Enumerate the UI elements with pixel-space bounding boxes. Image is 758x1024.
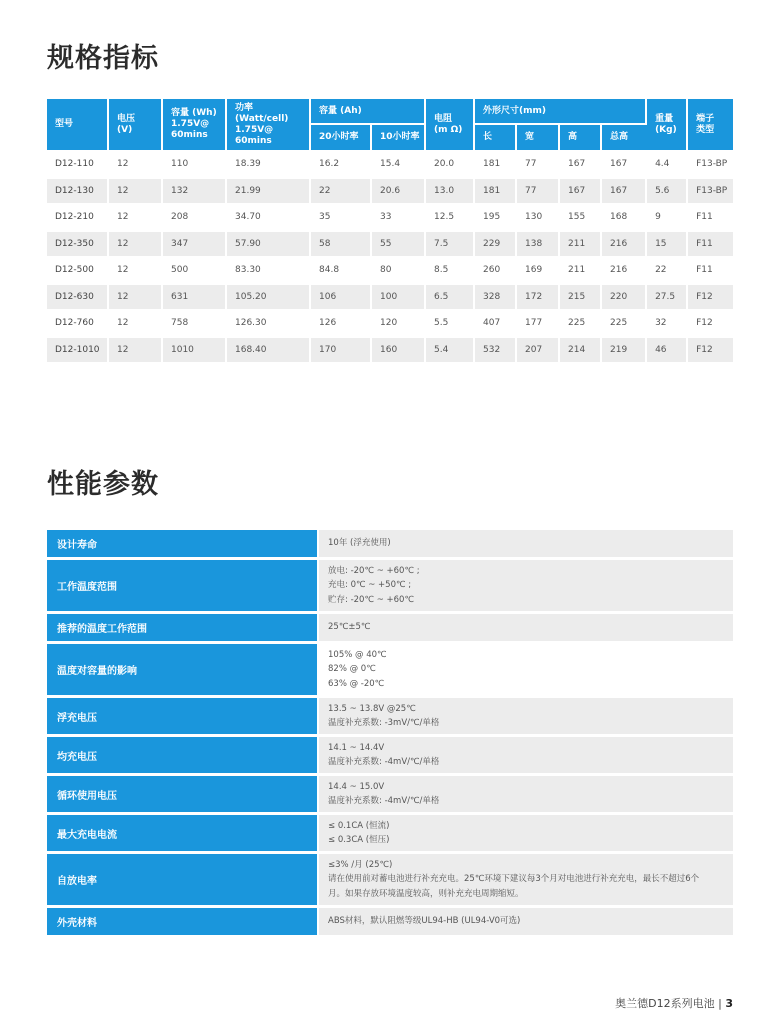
param-value-line: ≤3% /月 (25℃) [328,859,393,870]
table-cell: 167 [560,179,602,206]
table-row [47,179,733,206]
header-length: 长 [475,125,517,152]
param-value [319,560,733,611]
table-cell: 35 [311,205,372,232]
table-cell: F12 [688,311,733,338]
table-cell: 12 [109,285,163,312]
table-row [47,285,733,312]
header-cap-20h: 20小时率 [311,125,372,152]
table-cell: 126.30 [227,311,311,338]
table-cell: 195 [475,205,517,232]
param-value [319,815,733,851]
param-row [47,644,733,695]
param-value [319,698,733,734]
section-title-performance: 性能参数 [47,469,159,500]
table-cell: 46 [647,338,688,365]
performance-params-table [47,530,733,938]
table-cell: 12 [109,258,163,285]
table-cell: 169 [517,258,560,285]
table-cell: 83.30 [227,258,311,285]
header-voltage-text: 电压 (V) [117,113,136,135]
table-cell: 7.5 [426,232,475,259]
param-value-line: ≤ 0.1CA (恒流) [328,820,390,831]
header-capacity-wh [163,99,227,152]
table-cell: F12 [688,285,733,312]
table-cell: 100 [372,285,426,312]
table-cell: 167 [602,179,647,206]
table-row [47,232,733,259]
table-cell: 170 [311,338,372,365]
table-cell: 6.5 [426,285,475,312]
table-cell: 12 [109,205,163,232]
param-label: 温度对容量的影响 [47,644,317,695]
table-cell: 18.39 [227,152,311,179]
param-row [47,776,733,812]
table-cell: 132 [163,179,227,206]
table-cell: 22 [311,179,372,206]
table-cell: D12-210 [47,205,109,232]
table-cell: 57.90 [227,232,311,259]
param-label: 推荐的温度工作范围 [47,614,317,641]
table-cell: 160 [372,338,426,365]
table-cell: F13-BP [688,152,733,179]
table-cell: 84.8 [311,258,372,285]
header-resistance [426,99,475,152]
table-cell: 181 [475,152,517,179]
header-resistance-text: 电阻 (m Ω) [434,113,463,135]
table-cell: 500 [163,258,227,285]
table-cell: 32 [647,311,688,338]
table-cell: 532 [475,338,517,365]
param-value-line: ≤ 0.3CA (恒压) [328,835,390,845]
param-value [319,854,733,905]
table-cell: 12 [109,311,163,338]
param-row [47,908,733,935]
table-cell: 407 [475,311,517,338]
param-label: 浮充电压 [47,698,317,734]
param-value-line: 13.5 ~ 13.8V @25℃ [328,703,416,714]
param-row [47,614,733,641]
param-value-line: 10年 (浮充使用) [328,538,391,549]
param-label: 均充电压 [47,737,317,773]
param-row [47,560,733,611]
page-footer [615,995,733,1011]
table-cell: 167 [602,152,647,179]
table-cell: 15 [647,232,688,259]
header-width: 宽 [517,125,560,152]
param-value [319,908,733,935]
table-cell: 328 [475,285,517,312]
table-cell: F13-BP [688,179,733,206]
table-row [47,258,733,285]
page-number: 3 [725,997,733,1010]
table-cell: D12-630 [47,285,109,312]
table-cell: 168.40 [227,338,311,365]
table-cell: 33 [372,205,426,232]
table-cell: 225 [602,311,647,338]
table-cell: 177 [517,311,560,338]
header-total-height: 总高 [602,125,647,152]
table-cell: 22 [647,258,688,285]
table-cell: 55 [372,232,426,259]
param-value [319,737,733,773]
param-value-line: 充电: 0℃ ~ +50℃ ; [328,580,412,591]
table-cell: D12-760 [47,311,109,338]
table-cell: 34.70 [227,205,311,232]
param-row [47,737,733,773]
table-cell: 120 [372,311,426,338]
table-cell: 758 [163,311,227,338]
param-value [319,644,733,695]
table-cell: 20.6 [372,179,426,206]
table-cell: 126 [311,311,372,338]
param-row [47,530,733,557]
header-terminal [688,99,733,152]
table-cell: 12 [109,338,163,365]
table-cell: 5.5 [426,311,475,338]
param-value-line: 82% @ 0℃ [328,664,376,675]
table-cell: 9 [647,205,688,232]
table-cell: 12 [109,232,163,259]
table-cell: 155 [560,205,602,232]
table-cell: 12 [109,152,163,179]
table-row [47,205,733,232]
table-cell: 214 [560,338,602,365]
table-cell: 106 [311,285,372,312]
header-voltage [109,99,163,152]
table-row [47,311,733,338]
table-cell: 15.4 [372,152,426,179]
table-cell: 215 [560,285,602,312]
table-cell: 207 [517,338,560,365]
param-label: 最大充电电流 [47,815,317,851]
table-cell: 5.6 [647,179,688,206]
param-value-line: 请在使用前对蓄电池进行补充充电。25℃环境下建议每3个月对电池进行补充充电，最长不超过6个 [328,874,700,885]
table-cell: 12 [109,179,163,206]
table-cell: 167 [560,152,602,179]
table-cell: 172 [517,285,560,312]
table-cell: 13.0 [426,179,475,206]
table-cell: 27.5 [647,285,688,312]
header-model: 型号 [47,99,109,152]
param-label: 循环使用电压 [47,776,317,812]
table-cell: 219 [602,338,647,365]
param-value [319,776,733,812]
table-cell: 208 [163,205,227,232]
table-cell: 12.5 [426,205,475,232]
table-cell: 8.5 [426,258,475,285]
table-cell: F11 [688,205,733,232]
table-cell: 21.99 [227,179,311,206]
header-power-text: 功率 (Watt/cell) 1.75V@ 60mins [235,102,289,146]
table-cell: 347 [163,232,227,259]
table-cell: 168 [602,205,647,232]
spec-table-body [47,152,733,364]
table-cell: D12-1010 [47,338,109,365]
table-cell: 4.4 [647,152,688,179]
table-cell: 16.2 [311,152,372,179]
table-cell: 181 [475,179,517,206]
header-power [227,99,311,152]
param-label: 设计寿命 [47,530,317,557]
table-cell: 58 [311,232,372,259]
table-cell: 229 [475,232,517,259]
param-value-line: 温度补充系数: -4mV/℃/单格 [328,757,440,767]
table-row [47,338,733,365]
header-capacity-wh-text: 容量 (Wh) 1.75V@ 60mins [171,108,217,140]
table-cell: 138 [517,232,560,259]
table-cell: 211 [560,258,602,285]
table-cell: 20.0 [426,152,475,179]
param-value-line: 14.4 ~ 15.0V [328,781,385,792]
table-cell: 110 [163,152,227,179]
param-value [319,614,733,641]
param-value-line: 放电: -20℃ ~ +60℃ ; [328,565,420,576]
table-cell: 77 [517,179,560,206]
param-value-line: 25℃±5℃ [328,622,371,633]
table-cell: 220 [602,285,647,312]
table-cell: 105.20 [227,285,311,312]
table-cell: 631 [163,285,227,312]
table-cell: F12 [688,338,733,365]
table-cell: D12-500 [47,258,109,285]
param-value-line: 63% @ -20℃ [328,678,385,689]
param-label: 自放电率 [47,854,317,905]
table-cell: 260 [475,258,517,285]
param-value-line: 贮存: -20℃ ~ +60℃ [328,594,415,605]
footer-text: 奥兰德D12系列电池 | [615,997,726,1010]
header-cap-10h: 10小时率 [372,125,426,152]
header-terminal-text: 端子 类型 [696,113,715,135]
param-value-line: 105% @ 40℃ [328,649,387,660]
table-cell: 130 [517,205,560,232]
table-cell: 216 [602,258,647,285]
header-dimensions: 外形尺寸(mm) [475,99,647,125]
param-value-line: ABS材料，默认阻燃等级UL94-HB (UL94-V0可选) [328,916,521,927]
table-cell: 211 [560,232,602,259]
param-label: 工作温度范围 [47,560,317,611]
param-row [47,815,733,851]
param-value-line: 温度补充系数: -4mV/℃/单格 [328,796,440,806]
table-cell: 1010 [163,338,227,365]
param-row [47,854,733,905]
table-cell: F11 [688,232,733,259]
table-cell: D12-130 [47,179,109,206]
table-cell: F11 [688,258,733,285]
section-title-specs: 规格指标 [47,43,159,74]
table-cell: 77 [517,152,560,179]
param-label: 外壳材料 [47,908,317,935]
param-row [47,698,733,734]
param-value-line: 14.1 ~ 14.4V [328,742,385,753]
header-weight [647,99,688,152]
table-cell: 80 [372,258,426,285]
param-value [319,530,733,557]
param-value-line: 温度补充系数: -3mV/℃/单格 [328,718,440,728]
spec-table [47,99,733,364]
table-cell: 5.4 [426,338,475,365]
table-row [47,152,733,179]
table-cell: 216 [602,232,647,259]
table-cell: D12-350 [47,232,109,259]
header-capacity-ah: 容量 (Ah) [311,99,426,125]
table-cell: 225 [560,311,602,338]
table-cell: D12-110 [47,152,109,179]
param-value-line: 月。如果存放环境温度较高，则补充充电周期缩短。 [328,888,524,899]
header-height: 高 [560,125,602,152]
header-weight-text: 重量 (Kg) [655,113,677,135]
